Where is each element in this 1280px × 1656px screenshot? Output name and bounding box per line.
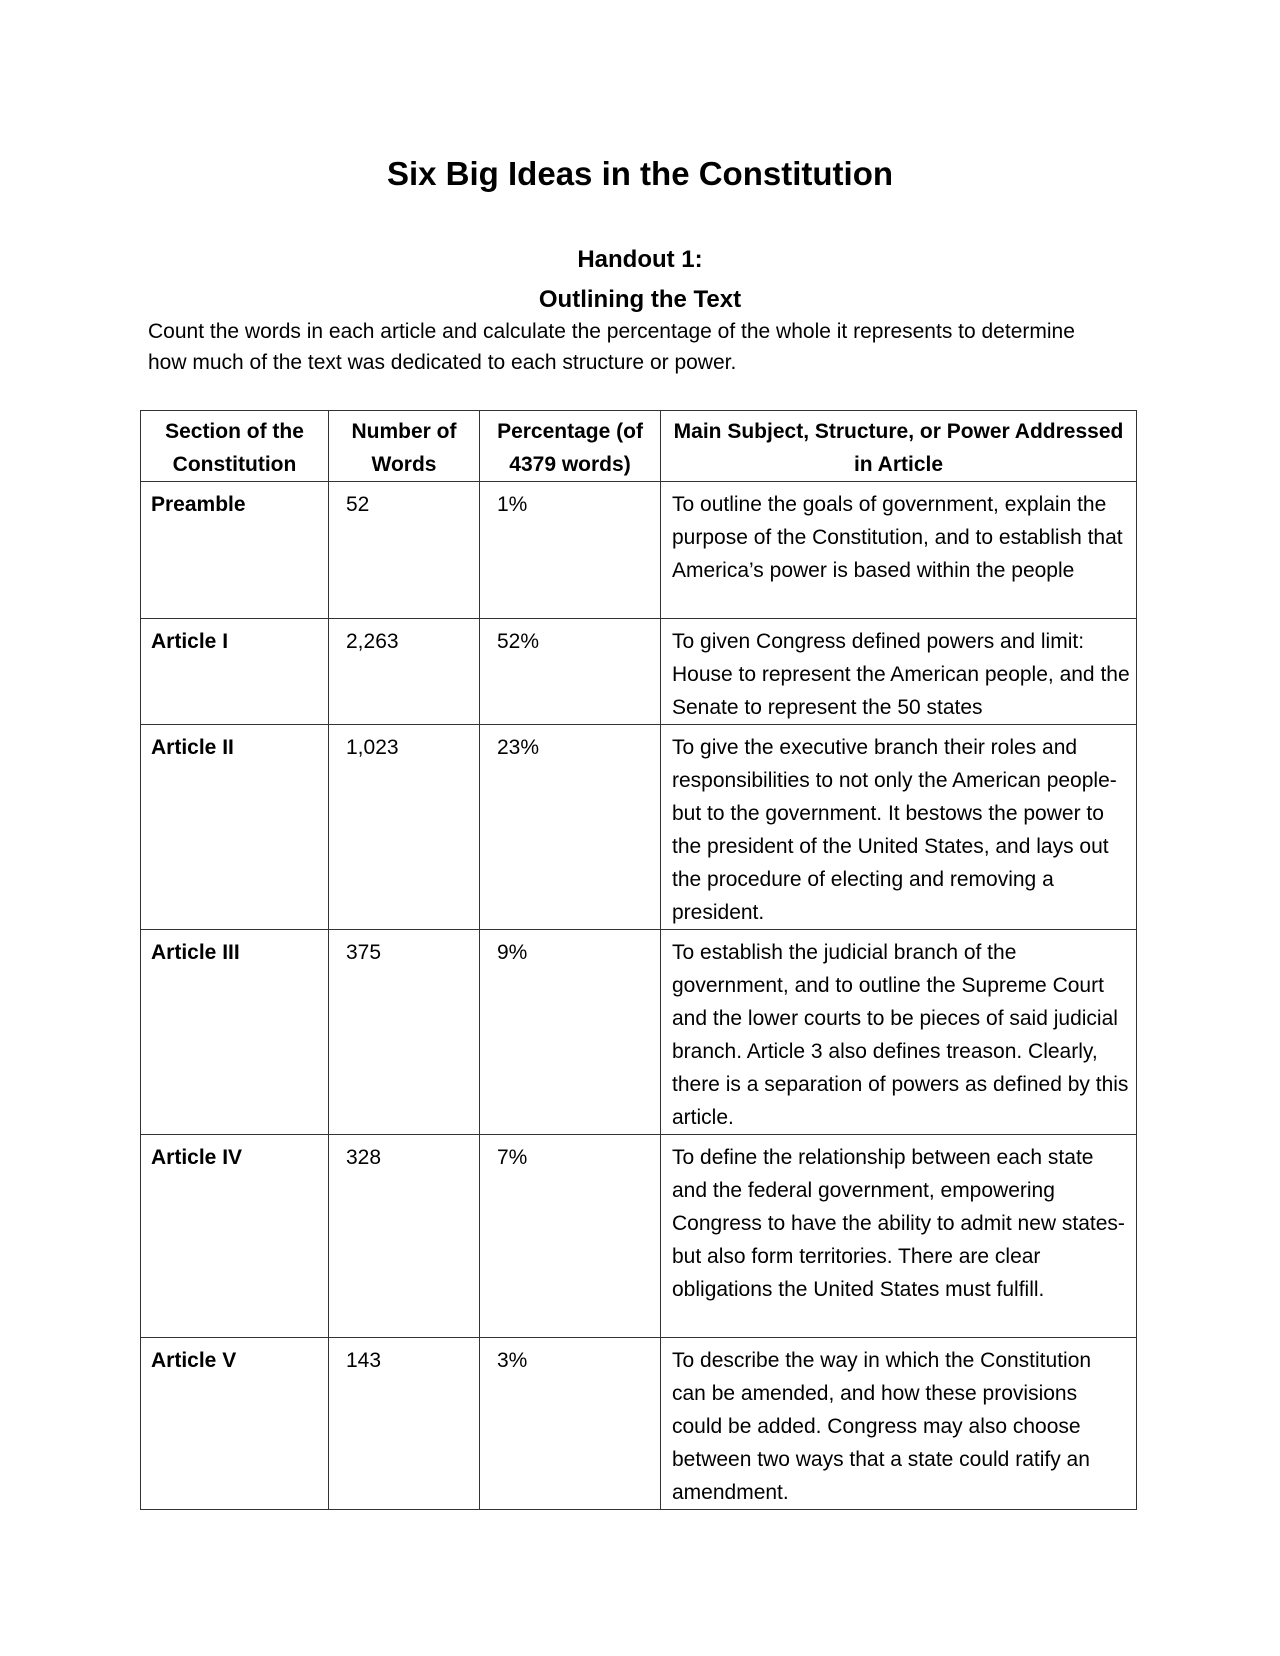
percentage-cell: 52% [480, 619, 661, 725]
subject-cell: To establish the judicial branch of the government, and to outline the Supreme Court and the lower courts to be pieces of said judicial branch. Article 3 also defines treason. Clearly, there is a separation of powers as defined by this article. [661, 930, 1137, 1135]
word-count-cell: 328 [329, 1135, 480, 1338]
header-percentage: Percentage (of 4379 words) [480, 411, 661, 482]
subject-cell: To define the relationship between each state and the federal government, empowering Congress to have the ability to admit new states- but also form territories. There are clear obligations the United States must fulfill. [661, 1135, 1137, 1338]
subject-cell: To outline the goals of government, explain the purpose of the Constitution, and to establish that America’s power is based within the people [661, 482, 1137, 619]
percentage-cell: 23% [480, 725, 661, 930]
table-header-row [141, 411, 1137, 482]
word-count-cell: 2,263 [329, 619, 480, 725]
word-count-cell: 375 [329, 930, 480, 1135]
table-row [141, 1338, 1137, 1510]
section-cell: Article III [141, 930, 329, 1135]
instructions-paragraph: Count the words in each article and calculate the percentage of the whole it represents to determine how much of the text was dedicated to each structure or power. [148, 320, 1075, 374]
section-cell: Preamble [141, 482, 329, 619]
header-section: Section of the Constitution [141, 411, 329, 482]
document-title: Six Big Ideas in the Constitution [386, 155, 894, 192]
constitution-outline-table [140, 410, 1137, 1510]
word-count-cell: 143 [329, 1338, 480, 1510]
section-cell: Article V [141, 1338, 329, 1510]
word-count-cell: 1,023 [329, 725, 480, 930]
percentage-cell: 1% [480, 482, 661, 619]
table-row [141, 619, 1137, 725]
section-cell: Article II [141, 725, 329, 930]
handout-label: Handout 1: [577, 246, 703, 273]
subject-cell: To give the executive branch their roles and responsibilities to not only the American people- but to the government. It bestows the power to the president of the United States, and lays out the procedure of electing and removing a president. [661, 725, 1137, 930]
table-row [141, 930, 1137, 1135]
table-row [141, 482, 1137, 619]
header-main-subject: Main Subject, Structure, or Power Addressed in Article [661, 411, 1137, 482]
subject-cell: To describe the way in which the Constitution can be amended, and how these provisions could be added. Congress may also choose between two ways that a state could ratify an amendment. [661, 1338, 1137, 1510]
header-word-count: Number of Words [329, 411, 480, 482]
section-cell: Article I [141, 619, 329, 725]
percentage-cell: 7% [480, 1135, 661, 1338]
subject-cell: To given Congress defined powers and limit: House to represent the American people, and the Senate to represent the 50 states [661, 619, 1137, 725]
table-row [141, 725, 1137, 930]
percentage-cell: 9% [480, 930, 661, 1135]
word-count-cell: 52 [329, 482, 480, 619]
section-cell: Article IV [141, 1135, 329, 1338]
handout-heading [0, 240, 1280, 320]
handout-subtitle: Outlining the Text [538, 286, 742, 313]
table-row [141, 1135, 1137, 1338]
percentage-cell: 3% [480, 1338, 661, 1510]
